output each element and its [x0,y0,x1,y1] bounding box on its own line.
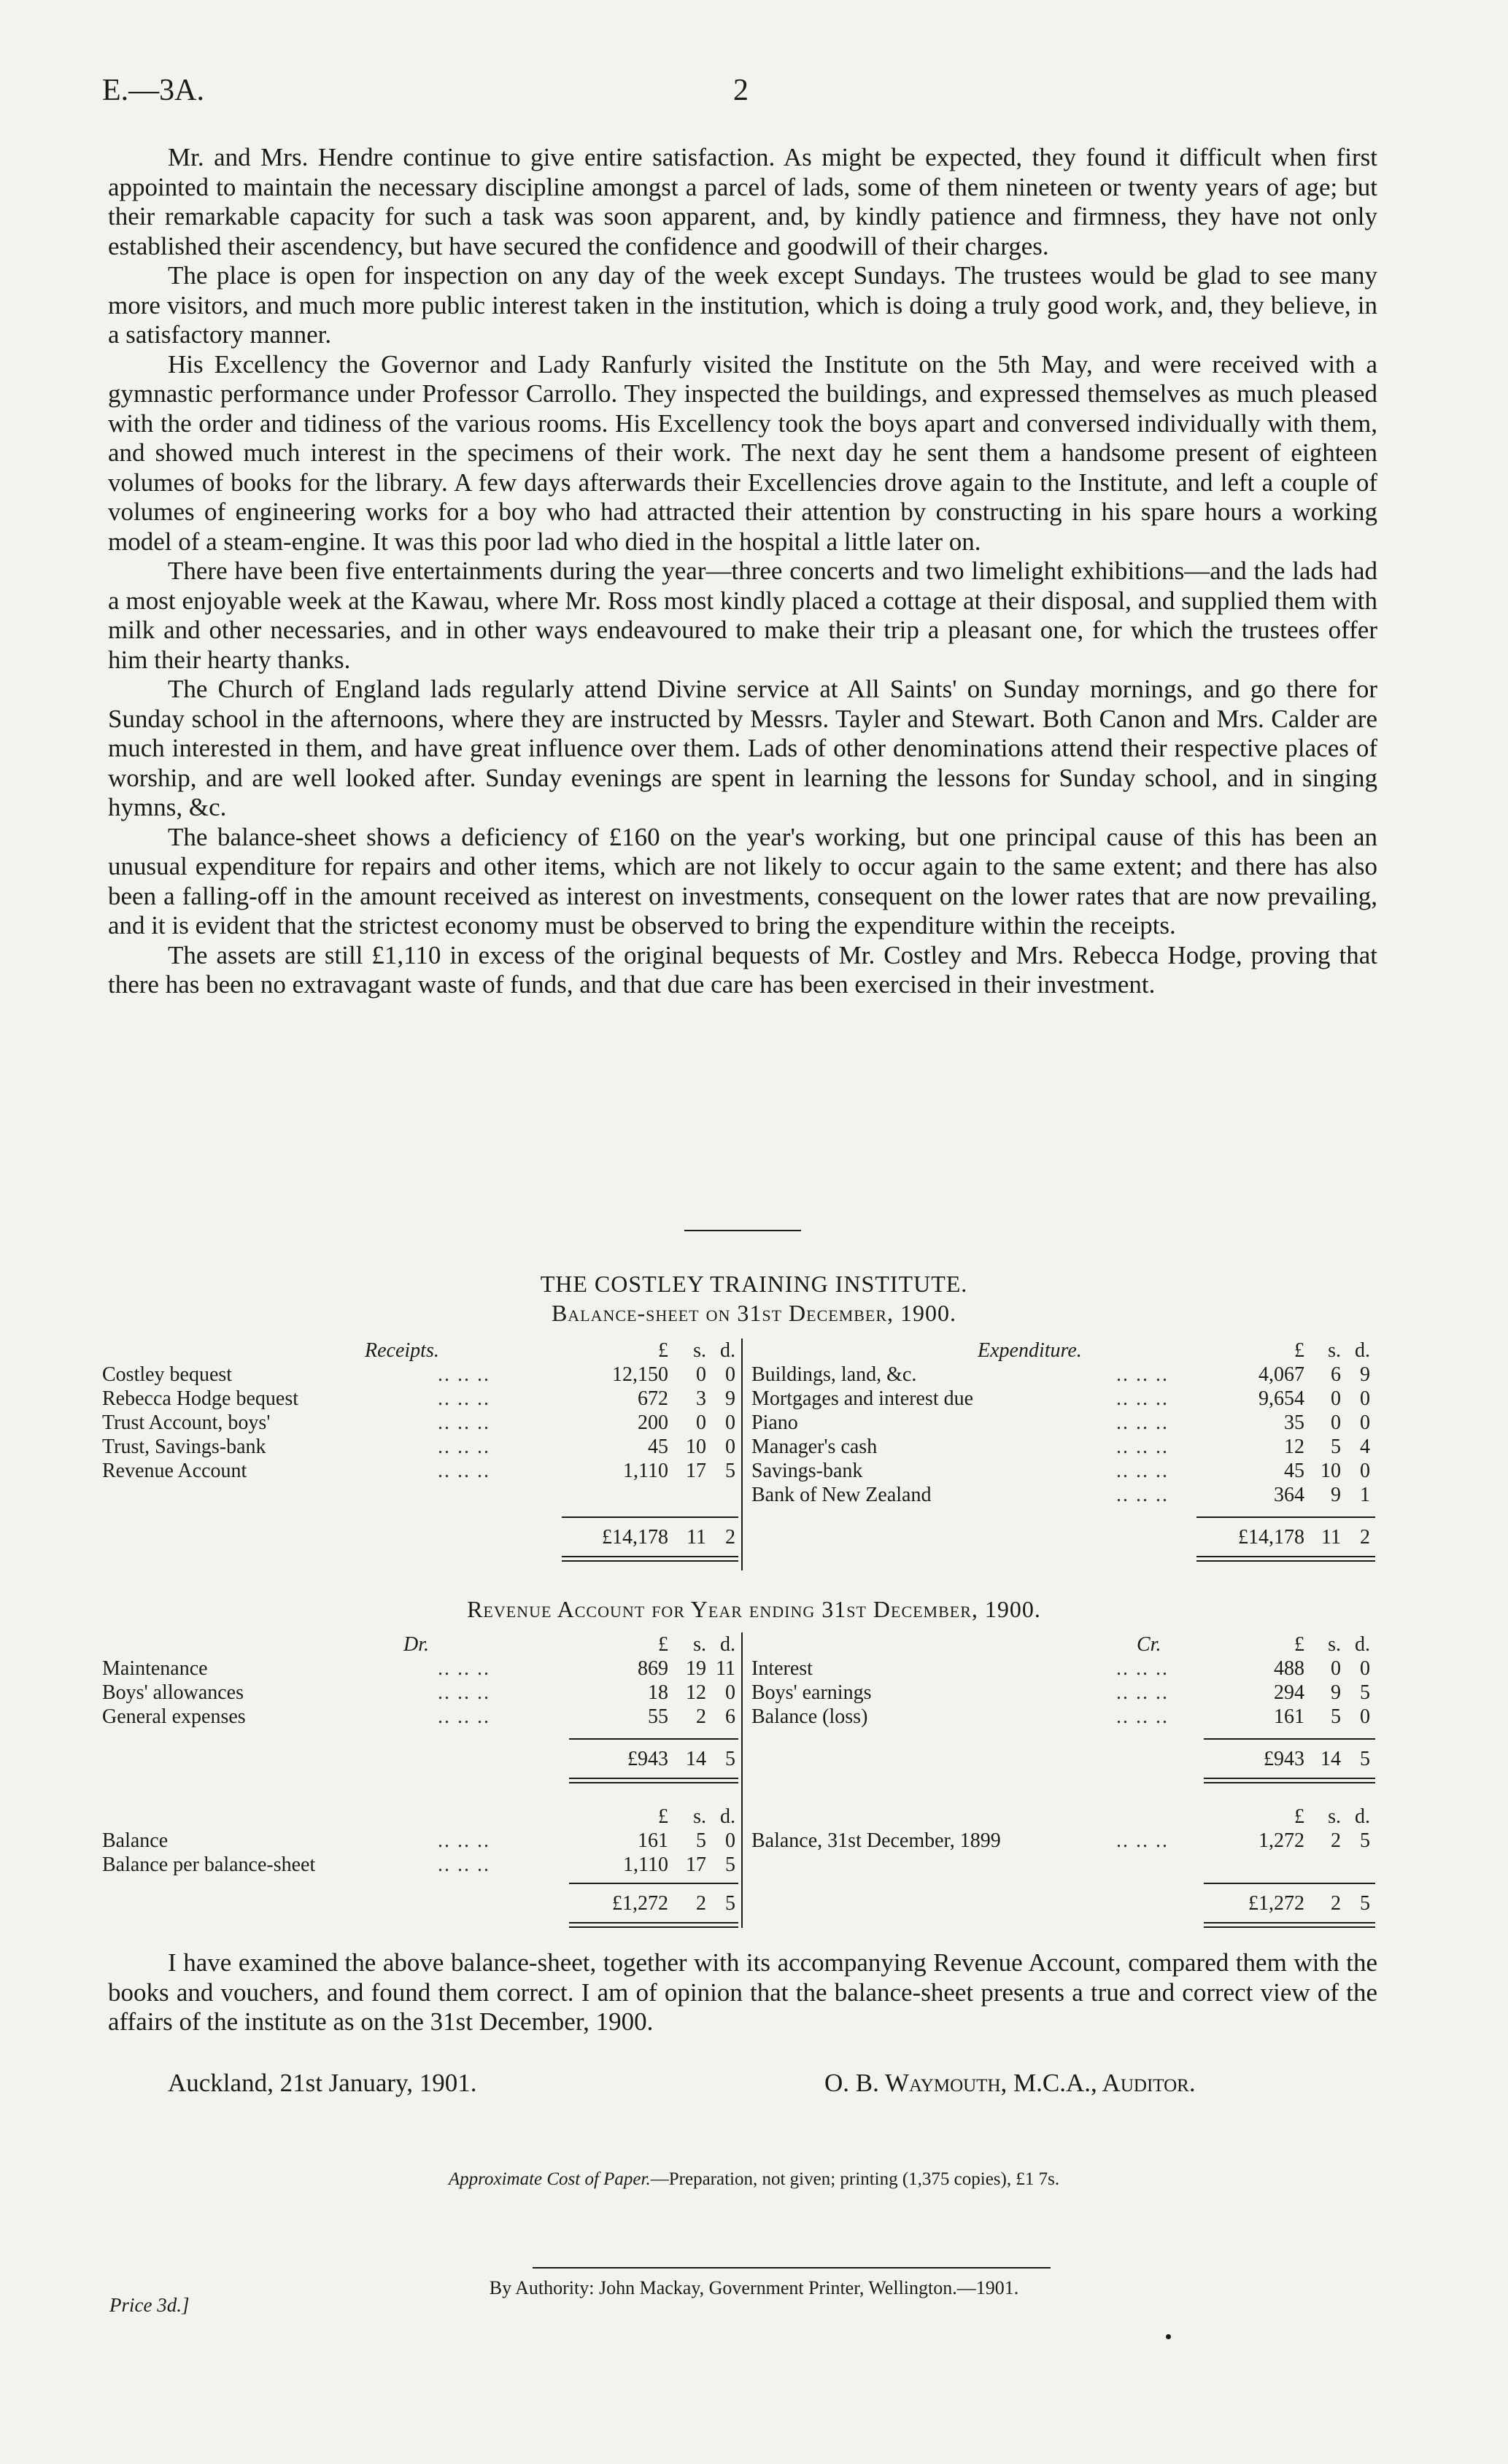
pounds-value: 1,110 [623,1460,668,1482]
leader-dots: .. .. .. [438,1657,490,1680]
pence-value: 9 [725,1387,735,1410]
shillings-value: 0 [1331,1411,1341,1434]
subtotal-pence: 5 [725,1748,735,1770]
ledger-row [751,1435,1380,1459]
debit-heading: Dr. [403,1633,430,1656]
leader-dots: .. .. .. [1116,1705,1169,1728]
pounds-value: 488 [1274,1657,1304,1680]
total-rule [1204,1883,1375,1884]
ledger-row [102,1829,744,1853]
column-header-row [102,1338,744,1363]
pounds-header: £ [1294,1339,1304,1362]
pence-value: 6 [725,1705,735,1728]
leader-dots: .. .. .. [1116,1387,1169,1410]
expenditure-column [751,1338,1380,1549]
shillings-value: 0 [1331,1387,1341,1410]
leader-dots: .. .. .. [1116,1460,1169,1482]
row-label: Balance (loss) [751,1705,868,1728]
total-pounds: £1,272 [612,1892,668,1915]
ledger-row [102,1853,744,1877]
balance-sheet-subtitle: Balance-sheet on 31st December, 1900. [551,1300,957,1326]
leader-dots: .. .. .. [438,1705,490,1728]
shillings-value: 9 [1331,1484,1341,1506]
pounds-header: £ [1294,1805,1304,1828]
pence-value: 0 [1360,1460,1370,1482]
total-rule [569,1883,738,1884]
shillings-value: 5 [1331,1705,1341,1728]
subtotal-shillings: 14 [1321,1748,1341,1770]
pence-value: 0 [725,1411,735,1434]
paragraph: The place is open for inspection on any day of the week except Sundays. The trustees would be glad to see many more visitors, and much more public interest taken in the institution, which is doing a truly good work, and, they believe, in a satisfactory manner. [108,261,1377,349]
subtotal-rule [1204,1738,1375,1740]
shillings-value: 0 [696,1363,706,1386]
shillings-value: 0 [1331,1657,1341,1680]
subtotal-row [751,1747,1380,1771]
total-rule [1196,1516,1375,1518]
total-shillings: 11 [687,1526,706,1549]
shillings-value: 5 [1331,1436,1341,1458]
ledger-row [102,1705,744,1729]
shillings-header: s. [1328,1339,1341,1362]
pounds-header: £ [658,1339,668,1362]
cost-note-text: —Preparation, not given; printing (1,375 copies), £1 7s. [650,2169,1060,2189]
pence-value: 5 [1360,1829,1370,1852]
double-rule [569,1922,738,1928]
ledger-row [751,1705,1380,1729]
credit-column [751,1632,1380,1915]
column-header-row [102,1805,744,1829]
pence-value: 11 [716,1657,735,1680]
certification-text: I have examined the above balance-sheet, together with its accompanying Revenue Account, compared them with the books and vouchers, and found them correct. I am of opinion that the balance-sheet presents a true and correct view of the affairs of the institute as on the 31st December, 1900. [108,1948,1377,2036]
ledger-row [102,1387,744,1411]
cost-note-label: Approximate Cost of Paper. [448,2169,651,2189]
pounds-value: 4,067 [1258,1363,1304,1386]
printer-authority: By Authority: John Mackay, Government Printer, Wellington.—1901. [489,2277,1019,2298]
row-label: Balance, 31st December, 1899 [751,1829,1001,1852]
shillings-value: 6 [1331,1363,1341,1386]
pounds-value: 672 [638,1387,668,1410]
total-pence: 2 [725,1526,735,1549]
row-label: Buildings, land, &c. [751,1363,917,1386]
pence-value: 4 [1360,1436,1370,1458]
leader-dots: .. .. .. [438,1387,490,1410]
shillings-header: s. [693,1633,706,1656]
receipts-column [102,1338,744,1549]
receipts-heading: Receipts. [365,1339,439,1362]
pounds-value: 869 [638,1657,668,1680]
total-shillings: 2 [696,1892,706,1915]
paragraph: There have been five entertainments during the year—three concerts and two limelight exhibitions—and the lads had a most enjoyable week at the Kawau, where Mr. Ross most kindly placed a cottage at their disposal, and supplied them with milk and other necessaries, and in other ways endeavoured to make their trip a pleasant one, for which the trustees offer him their hearty thanks. [108,557,1377,674]
total-pounds: £14,178 [602,1526,668,1549]
pence-value: 5 [725,1853,735,1876]
credit-heading: Cr. [1137,1633,1161,1656]
pounds-value: 294 [1274,1681,1304,1704]
balance-sheet-table [102,1338,1380,1572]
row-label: Savings-bank [751,1460,863,1482]
page-number: 2 [733,74,749,107]
ledger-row [751,1681,1380,1705]
pounds-value: 35 [1284,1411,1304,1434]
double-rule [569,1778,738,1783]
debit-column [102,1632,744,1915]
total-row [102,1891,744,1915]
pence-value: 0 [725,1829,735,1852]
shillings-value: 17 [686,1853,706,1876]
ledger-row [751,1411,1380,1435]
total-row [102,1525,744,1549]
ledger-row [751,1657,1380,1681]
shillings-value: 3 [696,1387,706,1410]
column-header-row [751,1338,1380,1363]
pounds-value: 1,110 [623,1853,668,1876]
pounds-value: 12,150 [612,1363,668,1386]
row-label: Trust Account, boys' [102,1411,271,1434]
price-note: Price 3d.] [109,2294,190,2316]
ledger-row [751,1459,1380,1483]
leader-dots: .. .. .. [438,1411,490,1434]
shillings-header: s. [693,1805,706,1828]
pence-value: 9 [1360,1363,1370,1386]
pence-value: 0 [1360,1657,1370,1680]
row-label: Balance per balance-sheet [102,1853,316,1876]
total-pounds: £14,178 [1238,1526,1304,1549]
row-label: Rebecca Hodge bequest [102,1387,298,1410]
leader-dots: .. .. .. [1116,1681,1169,1704]
pence-value: 0 [725,1436,735,1458]
cost-note [0,2169,1508,2190]
report-body [108,143,1377,1000]
shillings-header: s. [1328,1633,1341,1656]
pence-header: d. [1355,1339,1370,1362]
pounds-value: 55 [648,1705,668,1728]
ledger-row [751,1483,1380,1507]
ledger-row [102,1363,744,1387]
pounds-value: 1,272 [1258,1829,1304,1852]
pence-value: 5 [1360,1681,1370,1704]
ledger-row [102,1657,744,1681]
total-rule [562,1516,738,1518]
pence-value: 5 [725,1460,735,1482]
pence-value: 0 [725,1363,735,1386]
total-shillings: 2 [1331,1892,1341,1915]
total-shillings: 11 [1321,1526,1341,1549]
pounds-value: 161 [1274,1705,1304,1728]
shillings-value: 19 [686,1657,706,1680]
paragraph: The assets are still £1,110 in excess of the original bequests of Mr. Costley and Mrs. Rebecca Hodge, proving that there has been no extravagant waste of funds, and that due care has been exercised in their investment. [108,940,1377,999]
double-rule [1204,1922,1375,1928]
paragraph: Mr. and Mrs. Hendre continue to give entire satisfaction. As might be expected, they found it difficult when first appointed to maintain the necessary discipline amongst a parcel of lads, some of them nineteen or twenty years of age; but their remarkable capacity for such a task was soon apparent, and, by kindly patience and firmness, they have not only established their ascendency, but have secured the confidence and goodwill of their charges. [108,143,1377,260]
column-header-row [751,1805,1380,1829]
pence-header: d. [720,1805,735,1828]
leader-dots: .. .. .. [438,1460,490,1482]
subtotal-rule [569,1738,738,1740]
row-label: Revenue Account [102,1460,247,1482]
ledger-row [102,1459,744,1483]
leader-dots: .. .. .. [1116,1829,1169,1852]
leader-dots: .. .. .. [438,1363,490,1386]
pounds-header: £ [658,1805,668,1828]
section-divider [684,1230,801,1231]
row-label: Costley bequest [102,1363,233,1386]
ledger-row [751,1829,1380,1853]
leader-dots: .. .. .. [438,1829,490,1852]
pounds-value: 161 [638,1829,668,1852]
pence-value: 0 [1360,1387,1370,1410]
ledger-row [751,1387,1380,1411]
total-pence: 5 [1360,1892,1370,1915]
balance-sheet-title: THE COSTLEY TRAINING INSTITUTE. [540,1271,968,1297]
shillings-value: 17 [686,1460,706,1482]
pence-value: 0 [1360,1705,1370,1728]
ledger-row [102,1681,744,1705]
shillings-value: 9 [1331,1681,1341,1704]
row-label: Maintenance [102,1657,208,1680]
column-header-row [751,1632,1380,1657]
subtotal-pounds: £943 [627,1748,668,1770]
paragraph: His Excellency the Governor and Lady Ranfurly visited the Institute on the 5th May, and were received with a gymnastic performance under Professor Carrollo. They inspected the buildings, and expressed themselves as much pleased with the order and tidiness of the various rooms. His Excellency took the boys apart and conversed individually with them, and showed much interest in the specimens of their work. The next day he sent them a handsome present of eighteen volumes of books for the library. A few days afterwards their Excellencies drove again to the Institute, and left a couple of volumes of engineering works for a boy who had attracted their attention by constructing in his spare hours a working model of a steam-engine. It was this poor lad who died in the hospital a little later on. [108,349,1377,556]
shillings-value: 5 [696,1829,706,1852]
shillings-value: 2 [696,1705,706,1728]
shillings-header: s. [693,1339,706,1362]
double-rule [1196,1556,1375,1562]
shillings-value: 12 [686,1681,706,1704]
shillings-value: 2 [1331,1829,1341,1852]
row-label: Boys' allowances [102,1681,244,1704]
shillings-value: 10 [1321,1460,1341,1482]
paragraph: The Church of England lads regularly attend Divine service at All Saints' on Sunday mornings, and go there for Sunday school in the afternoons, where they are instructed by Messrs. Tayler and Stewart. Both Canon and Mrs. Calder are much interested in them, and have great influence over them. Lads of other denominations attend their respective places of worship, and are well looked after. Sunday evenings are spent in learning the lessons for Sunday school, and in singing hymns, &c. [108,675,1377,821]
shillings-value: 10 [686,1436,706,1458]
document-reference: E.—3A. [102,74,204,107]
leader-dots: .. .. .. [438,1436,490,1458]
subtotal-pence: 5 [1360,1748,1370,1770]
pounds-value: 45 [648,1436,668,1458]
leader-dots: .. .. .. [438,1853,490,1876]
pounds-value: 18 [648,1681,668,1704]
print-speck [1166,2334,1171,2339]
row-label: Manager's cash [751,1436,878,1458]
pence-value: 1 [1360,1484,1370,1506]
paragraph: The balance-sheet shows a deficiency of £160 on the year's working, but one principal cause of this has been an unusual expenditure for repairs and other items, which are not likely to occur again to the same extent; and there has also been a falling-off in the amount received as interest on investments, consequent on the lower rates that are now prevailing, and it is evident that the strictest economy must be observed to bring the expenditure within the receipts. [108,822,1377,940]
total-row [751,1525,1380,1549]
pounds-value: 9,654 [1258,1387,1304,1410]
auditor-certification [108,1948,1377,2037]
pounds-value: 12 [1284,1436,1304,1458]
leader-dots: .. .. .. [1116,1436,1169,1458]
shillings-value: 0 [696,1411,706,1434]
row-label: General expenses [102,1705,246,1728]
pence-header: d. [1355,1805,1370,1828]
pence-header: d. [1355,1633,1370,1656]
leader-dots: .. .. .. [438,1681,490,1704]
shillings-header: s. [1328,1805,1341,1828]
expenditure-heading: Expenditure. [978,1339,1082,1362]
row-label: Trust, Savings-bank [102,1436,266,1458]
place-and-date: Auckland, 21st January, 1901. [168,2069,477,2097]
subtotal-row [102,1747,744,1771]
ledger-row [102,1435,744,1459]
revenue-account-title: Revenue Account for Year ending 31st December, 1900. [467,1596,1041,1622]
row-label: Boys' earnings [751,1681,872,1704]
total-pounds: £1,272 [1248,1892,1304,1915]
pounds-header: £ [658,1633,668,1656]
row-label: Piano [751,1411,798,1434]
column-header-row [102,1632,744,1657]
total-pence: 2 [1360,1526,1370,1549]
total-pence: 5 [725,1892,735,1915]
row-label: Interest [751,1657,813,1680]
subtotal-shillings: 14 [686,1748,706,1770]
row-label: Bank of New Zealand [751,1484,932,1506]
row-label: Mortgages and interest due [751,1387,974,1410]
pence-value: 0 [725,1681,735,1704]
pence-value: 0 [1360,1411,1370,1434]
leader-dots: .. .. .. [1116,1411,1169,1434]
pence-header: d. [720,1339,735,1362]
pounds-value: 45 [1284,1460,1304,1482]
leader-dots: .. .. .. [1116,1484,1169,1506]
double-rule [562,1556,738,1562]
pounds-value: 364 [1274,1484,1304,1506]
subtotal-pounds: £943 [1264,1748,1304,1770]
auditor-signature: O. B. Waymouth, M.C.A., Auditor. [824,2069,1196,2097]
total-row [751,1891,1380,1915]
ledger-row [102,1411,744,1435]
leader-dots: .. .. .. [1116,1363,1169,1386]
pounds-header: £ [1294,1633,1304,1656]
leader-dots: .. .. .. [1116,1657,1169,1680]
ledger-row [751,1363,1380,1387]
footer-rule [533,2267,1051,2269]
double-rule [1204,1778,1375,1783]
row-label: Balance [102,1829,169,1852]
revenue-account-table [102,1632,1380,1932]
pence-header: d. [720,1633,735,1656]
pounds-value: 200 [638,1411,668,1434]
